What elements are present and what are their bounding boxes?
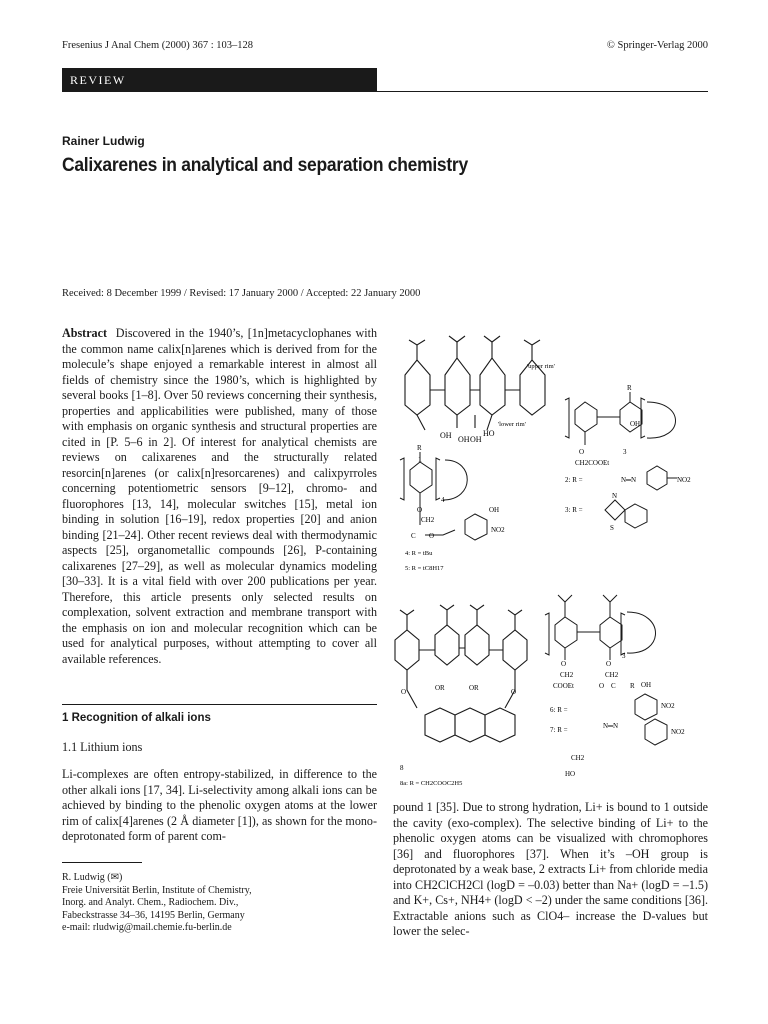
label-or: OR (469, 684, 479, 692)
r-group-label: R (417, 444, 422, 452)
compound-6-label: 6: R = (550, 706, 568, 714)
compound-2-label: 2: R = (565, 476, 583, 484)
abstract-text: Discovered in the 1940’s, [1n]metacyclophanes with the common name calix[n]arenes which is derived from for the molecule’s shape enjoyed a remarkable interest in almost all fields of chemistry since the 1980’s, which is highlighted by several books [1–8]. Over 50 reviews concerning their synthesis, properties and applicabilities were published, many of those with emphasis on organic synthesis and structural properties are cited in [P. 5–6 in 2]. Of interest for analytical chemists are reviews on calixarenes and the structurally related resorcin[n]arenes (or calix[n]resorcarenes) and calixpyrroles concerning potentiometric sensors [9–12], chromo- and fluorophores [13, 14], molecular switches [15], metal ion binding in solution [16–19], redox properties [20] and anion binding [21–24]. Other recent reviews deal with thermodynamic aspects [25], organometallic compounds [26], P-containing calixarenes [27–29], as well as molecular dynamics modeling [30–33]. It is a vital field with over 200 publications per year. Therefore, this article presents only selected results on complexation, solvent extraction and membrane transport with the emphasis on ion and molecular recognition which can be used for analytical purposes, without attempting to cover all available references. (62, 326, 378, 666)
section-rule (62, 704, 377, 705)
label-n: N (612, 492, 618, 500)
footnote-rule (62, 862, 142, 863)
label-oh: OH (630, 420, 641, 428)
received-dates: Received: 8 December 1999 / Revised: 17 January 2000 / Accepted: 22 January 2000 (62, 288, 421, 299)
label-o: O (417, 506, 423, 514)
header-rule (377, 91, 708, 92)
article-title: Calixarenes in analytical and separation chemistry (62, 155, 468, 176)
compound-4-label: 4: R = tBu (405, 550, 433, 557)
label-o: O (429, 532, 435, 540)
nitro-label: NO2 (491, 526, 505, 534)
nitro-label: NO2 (671, 728, 685, 736)
body-paragraph-left: Li-complexes are often entropy-stabilized, in difference to the other alkali ions [17, 34]. Li-selectivity among alkali ions can be achieved by binding to the phenolic oxygen atoms at the lower rim of calix[4]arenes (2 Å diameter [1]), as shown for the mono-deprotonated form of parent com- (62, 767, 377, 843)
subscript-four: 4 (441, 496, 445, 504)
affiliation-line: Freie Universität Berlin, Institute of Chemistry, (62, 884, 252, 896)
journal-citation: Fresenius J Anal Chem (2000) 367 : 103–128 (62, 40, 254, 51)
subsection-heading: 1.1 Lithium ions (62, 740, 143, 754)
structure-2-3 (565, 392, 676, 445)
compound-3-label: 3: R = (565, 506, 583, 514)
label-ho: HO (565, 770, 576, 778)
azo-label: N═N (603, 722, 619, 730)
label-o: O (606, 660, 612, 668)
abstract (62, 326, 377, 667)
affiliation-line: Inorg. and Analyt. Chem., Radiochem. Div., (62, 897, 239, 909)
author-name: Rainer Ludwig (62, 134, 145, 148)
affiliation-email: e-mail: rludwig@mail.chemie.fu-berlin.de (62, 922, 232, 934)
nitro-label: NO2 (677, 476, 691, 484)
azo-ring (647, 466, 677, 490)
label-oh: OH (470, 435, 482, 444)
compound-8a-label: 8a: R = CH2COOC2H5 (400, 780, 463, 787)
subscript-three: 3 (623, 448, 627, 456)
affiliation-line: Fabeckstrasse 34–36, 14195 Berlin, Germany (62, 909, 245, 921)
lower-rim-label: 'lower rim' (498, 421, 526, 428)
label-c: C (611, 682, 616, 690)
label-ch2: CH2 (571, 754, 585, 762)
r-group-label: R (627, 384, 632, 392)
compound-8-label: 8 (400, 764, 404, 772)
label-oh: OH (489, 506, 500, 514)
upper-rim-label: 'upper rim' (527, 363, 555, 370)
compound-number: 1 (418, 455, 422, 464)
label-ch2: CH2 (605, 671, 619, 679)
structure-8 (395, 605, 527, 742)
calixarene-structures-figure (385, 330, 715, 790)
compound-5-label: 5: R = tC8H17 (405, 565, 444, 572)
label-oh: OH (440, 431, 452, 440)
label-ch2: CH2 (560, 671, 574, 679)
section-heading: 1 Recognition of alkali ions (62, 712, 211, 724)
label-cooet: COOEt (553, 682, 574, 690)
label-or: OR (435, 684, 445, 692)
copyright-notice: © Springer-Verlag 2000 (606, 40, 708, 51)
label-ch2cooet: CH2COOEt (575, 459, 610, 467)
author-affiliation (62, 872, 377, 935)
structure-1 (405, 336, 545, 430)
compound-7-label: 7: R = (550, 726, 568, 734)
label-ho: HO (483, 429, 495, 438)
label-s: S (610, 524, 614, 532)
label-o: O (401, 688, 407, 696)
affiliation-name: R. Ludwig (✉) (62, 872, 123, 883)
label-o: O (599, 682, 605, 690)
label-o: O (561, 660, 567, 668)
label-o: O (579, 448, 585, 456)
azo-label: N═N (621, 476, 637, 484)
body-paragraph-right: pound 1 [35]. Due to strong hydration, Li+ is bound to 1 outside the cavity (exo-complex). The selective binding of Li+ to the phenolic oxygen atoms can be visualized with chromophores [36] and fluorophores [37]. When it’s –OH group is deprotonated by a weak base, 2 extracts Li+ from chloride media into CH2ClCH2Cl (logD = –0.03) better than Na+ (logD = –1.5) and K+, Cs+, NH4+ (logD < –2) under the same conditions [36]. Extractable anions such as ClO4– increase the D-values but lower the selec- (393, 800, 708, 938)
abstract-label: Abstract (62, 326, 108, 340)
nitro-label: NO2 (661, 702, 675, 710)
label-ch2: CH2 (421, 516, 435, 524)
label-oh: OH (641, 681, 652, 689)
label-oh: OH (458, 435, 470, 444)
section-label-bar: REVIEW (62, 68, 377, 92)
r-group-label: R (630, 682, 635, 690)
label-c: C (411, 532, 416, 540)
label-o: O (511, 688, 517, 696)
subscript-three: 3 (622, 652, 626, 660)
